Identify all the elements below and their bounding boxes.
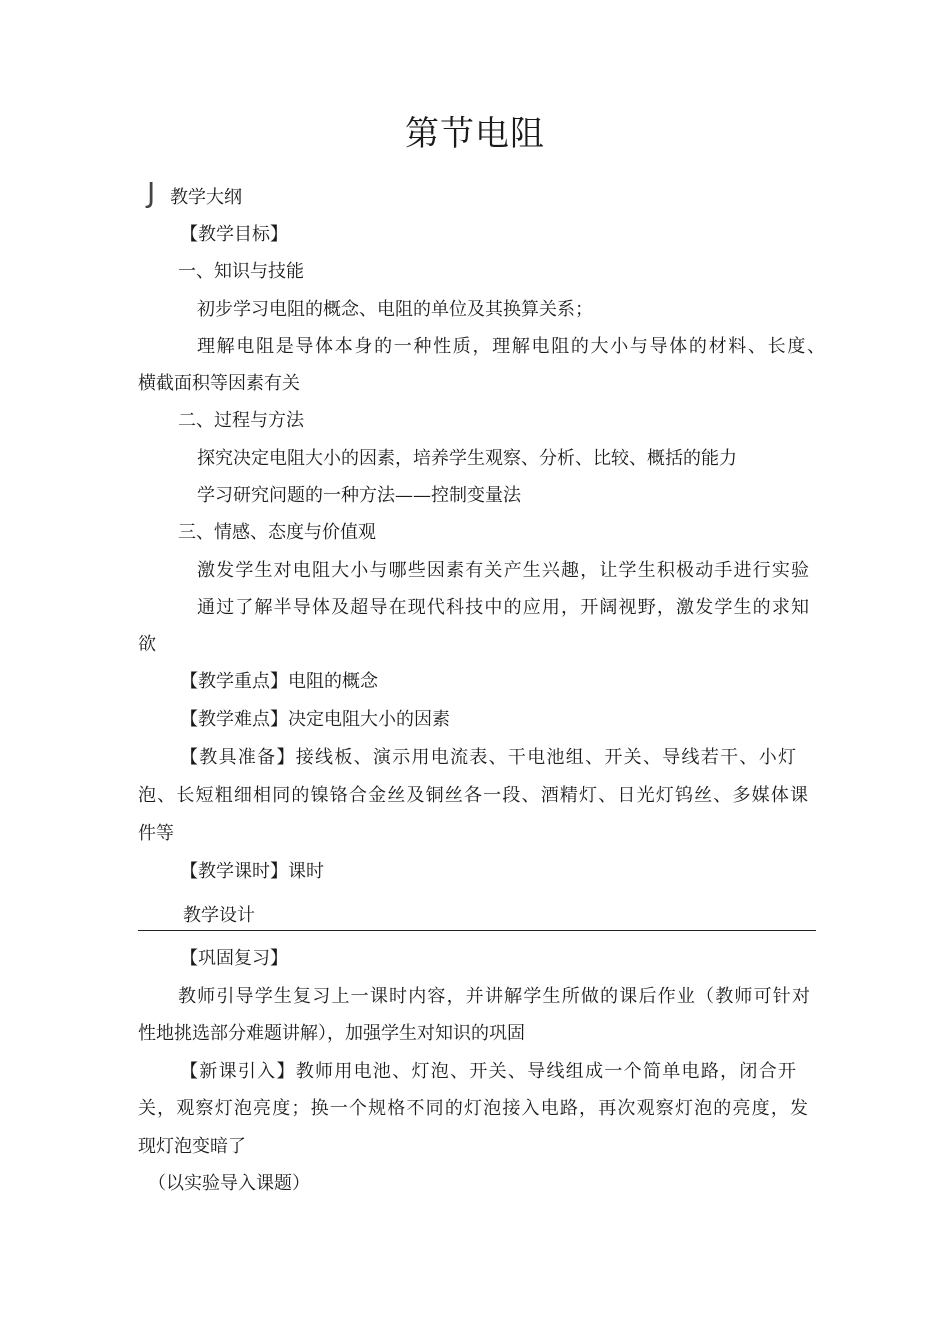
section1-heading: 一、知识与技能	[178, 261, 304, 282]
page-title: 第节电阻	[405, 114, 545, 154]
review-heading: 【巩固复习】	[180, 948, 288, 969]
intro-line1: 【新课引入】教师用电池、灯泡、开关、导线组成一个简单电路，闭合开	[180, 1061, 796, 1082]
intro-note: （以实验导入课题）	[148, 1173, 310, 1194]
review-line1: 教师引导学生复习上一课时内容，并讲解学生所做的课后作业（教师可针对	[178, 986, 810, 1007]
equipment-line3: 件等	[138, 823, 174, 844]
section1-line2a: 理解电阻是导体本身的一种性质，理解电阻的大小与导体的材料、长度、	[197, 336, 825, 357]
goals-heading: 【教学目标】	[180, 224, 288, 245]
section2-line2: 学习研究问题的一种方法——控制变量法	[197, 485, 521, 506]
periods: 【教学课时】课时	[180, 861, 324, 882]
section3-line2a: 通过了解半导体及超导在现代科技中的应用，开阔视野，激发学生的求知	[197, 597, 809, 618]
key-point: 【教学重点】电阻的概念	[180, 671, 378, 692]
section2-line1: 探究决定电阻大小的因素，培养学生观察、分析、比较、概括的能力	[197, 448, 737, 469]
section3-line1: 激发学生对电阻大小与哪些因素有关产生兴趣，让学生积极动手进行实验	[197, 560, 809, 581]
difficulty: 【教学难点】决定电阻大小的因素	[180, 709, 450, 730]
equipment-line1: 【教具准备】接线板、演示用电流表、干电池组、开关、导线若干、小灯	[180, 747, 796, 768]
section3-line2b: 欲	[138, 634, 156, 655]
section2-heading: 二、过程与方法	[178, 410, 304, 431]
design-heading: 教学设计	[183, 905, 255, 926]
section1-line1: 初步学习电阻的概念、电阻的单位及其换算关系；	[197, 299, 593, 320]
section-divider	[138, 930, 816, 931]
review-line2: 性地挑选部分难题讲解），加强学生对知识的巩固	[138, 1023, 525, 1044]
intro-line2: 关，观察灯泡亮度；换一个规格不同的灯泡接入电路，再次观察灯泡的亮度，发	[138, 1098, 808, 1119]
section3-heading: 三、情感、态度与价值观	[178, 522, 376, 543]
outline-label: 教学大纲	[170, 187, 242, 208]
equipment-line2: 泡、长短粗细相同的镍铬合金丝及铜丝各一段、酒精灯、日光灯钨丝、多媒体课	[138, 785, 808, 806]
intro-line3: 现灯泡变暗了	[138, 1136, 246, 1157]
section1-line2b: 横截面积等因素有关	[138, 373, 300, 394]
outline-marker: J	[147, 176, 156, 209]
